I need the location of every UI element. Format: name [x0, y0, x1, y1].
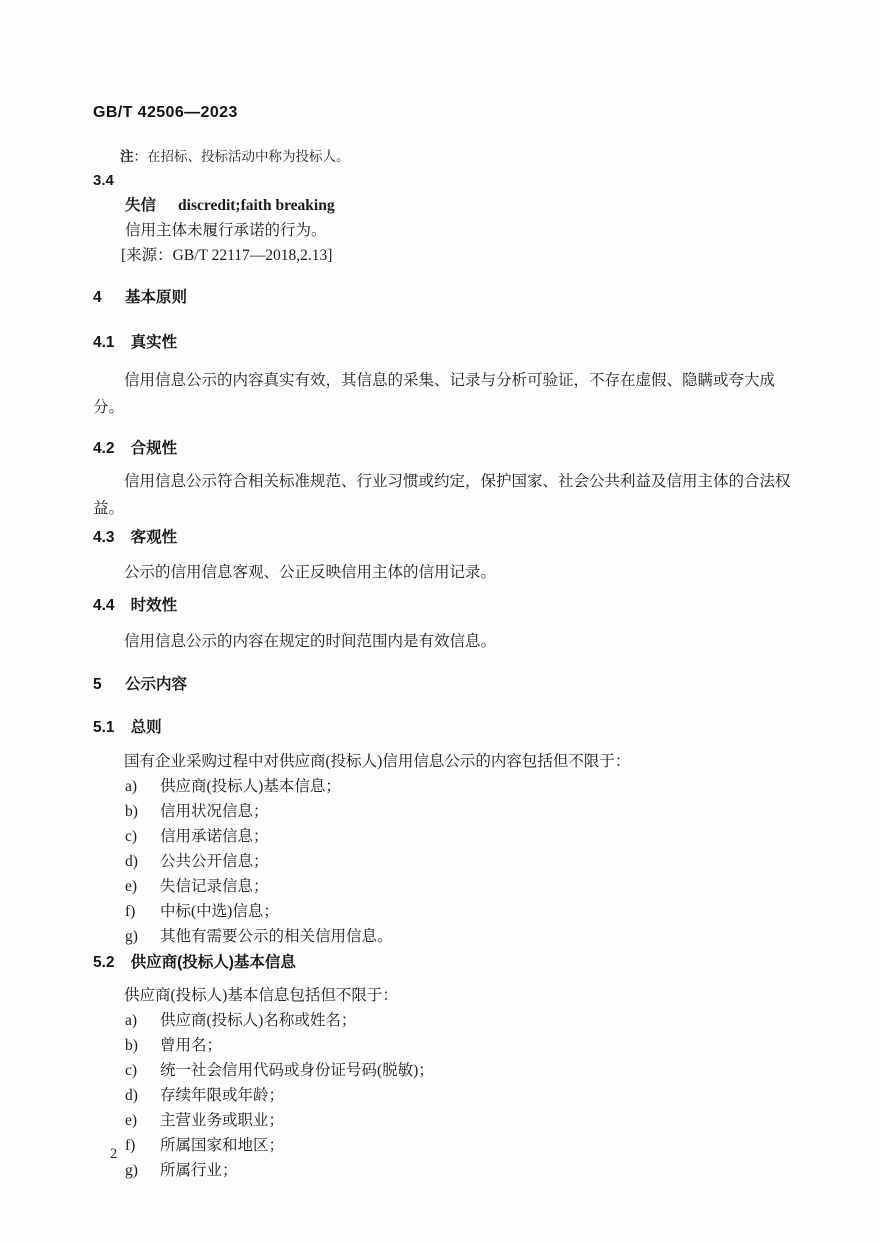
list-item-label: e): [125, 1112, 138, 1129]
source-reference: [来源：GB/T 22117—2018,2.13]: [121, 247, 333, 264]
page-number: 2: [110, 1146, 118, 1162]
list-item-label: d): [125, 853, 138, 870]
subsection-number: 4.4: [93, 597, 115, 614]
list-item-text: 主营业务或职业；: [160, 1112, 285, 1129]
subsection-number: 5.1: [93, 719, 115, 736]
list-item-text: 中标(中选)信息；: [160, 903, 279, 920]
list-item-label: c): [125, 1062, 138, 1079]
paragraph-4-4: 信用信息公示的内容在规定的时间范围内是有效信息。: [124, 633, 497, 650]
list-item-label: b): [125, 1037, 138, 1054]
subsection-number: 4.1: [93, 334, 115, 351]
subsection-heading-4-2: [93, 441, 792, 457]
term-entry: [93, 198, 792, 214]
subsection-heading-4-1: [93, 335, 792, 351]
subsection-heading-5-1: [93, 720, 792, 736]
subsection-heading-5-2: [93, 955, 792, 971]
section-title: 基本原则: [125, 289, 188, 306]
list-item: [125, 899, 792, 924]
subsection-title: 真实性: [130, 334, 178, 351]
list-item-text: 所属国家和地区；: [160, 1137, 285, 1154]
term-definition: 信用主体未履行承诺的行为。: [125, 222, 327, 239]
list-item-text: 存续年限或年龄；: [160, 1087, 285, 1104]
list-item-label: a): [125, 1012, 138, 1029]
term-english: discredit;faith breaking: [178, 197, 335, 214]
list-item: [125, 924, 792, 949]
list-item-label: a): [125, 778, 138, 795]
paragraph-4-1: 信用信息公示的内容真实有效，其信息的采集、记录与分析可验证，不存在虚假、隐瞒或夸大成分。: [93, 372, 776, 416]
list-5-2: [93, 1008, 792, 1183]
list-item-label: g): [125, 928, 138, 945]
list-item-label: d): [125, 1087, 138, 1104]
subsection-heading-4-4: [93, 598, 792, 614]
list-item: [125, 1033, 792, 1058]
list-item-label: f): [125, 1137, 136, 1154]
list-item-label: f): [125, 903, 136, 920]
note-3-3: [93, 149, 792, 165]
list-item: [125, 1008, 792, 1033]
subsection-number: 4.2: [93, 440, 115, 457]
list-item-text: 其他有需要公示的相关信用信息。: [160, 928, 393, 945]
list-item-label: c): [125, 828, 138, 845]
paragraph-4-2: 信用信息公示符合相关标准规范、行业习惯或约定，保护国家、社会公共利益及信用主体的合法权益。: [93, 473, 791, 517]
list-item: [125, 1058, 792, 1083]
intro-paragraph-5-2: 供应商(投标人)基本信息包括但不限于：: [124, 987, 398, 1004]
note-text: ：在招标、投标活动中称为投标人。: [133, 149, 350, 164]
list-5-1: [93, 774, 792, 949]
intro-paragraph-5-1: 国有企业采购过程中对供应商(投标人)信用信息公示的内容包括但不限于：: [124, 753, 631, 770]
list-item: [125, 824, 792, 849]
list-item-label: g): [125, 1162, 138, 1179]
list-item-text: 曾用名；: [160, 1037, 223, 1054]
subsection-number: 5.2: [93, 954, 115, 971]
list-item-text: 所属行业；: [160, 1162, 238, 1179]
subsection-title: 时效性: [130, 597, 178, 614]
list-item: [125, 1083, 792, 1108]
section-number: 5: [93, 676, 102, 693]
list-item: [125, 774, 792, 799]
list-item-label: b): [125, 803, 138, 820]
list-item-text: 供应商(投标人)名称或姓名；: [160, 1012, 357, 1029]
section-heading-5: [93, 677, 792, 693]
standard-number-header: GB/T 42506—2023: [93, 104, 238, 121]
subsection-number: 4.3: [93, 529, 115, 546]
list-item: [125, 1108, 792, 1133]
section-number: 4: [93, 289, 102, 306]
list-item: [125, 799, 792, 824]
section-heading-4: [93, 290, 792, 306]
list-item-text: 失信记录信息；: [160, 878, 269, 895]
list-item-label: e): [125, 878, 138, 895]
list-item-text: 供应商(投标人)基本信息；: [160, 778, 341, 795]
subsection-title: 合规性: [130, 440, 178, 457]
subsection-heading-4-3: [93, 530, 792, 546]
clause-number-3-4: 3.4: [93, 172, 114, 189]
list-item-text: 信用承诺信息；: [160, 828, 269, 845]
list-item-text: 公共公开信息；: [160, 853, 269, 870]
list-item: [125, 874, 792, 899]
list-item-text: 信用状况信息；: [160, 803, 269, 820]
term-chinese: 失信: [125, 197, 157, 214]
list-item: [125, 1158, 792, 1183]
list-item: [125, 1133, 792, 1158]
subsection-title: 客观性: [130, 529, 178, 546]
subsection-title: 总则: [130, 719, 162, 736]
section-title: 公示内容: [125, 676, 188, 693]
paragraph-4-3: 公示的信用信息客观、公正反映信用主体的信用记录。: [124, 564, 497, 581]
subsection-title: 供应商(投标人)基本信息: [130, 954, 296, 971]
list-item-text: 统一社会信用代码或身份证号码(脱敏)；: [160, 1062, 434, 1079]
note-label: 注: [120, 149, 134, 164]
list-item: [125, 849, 792, 874]
